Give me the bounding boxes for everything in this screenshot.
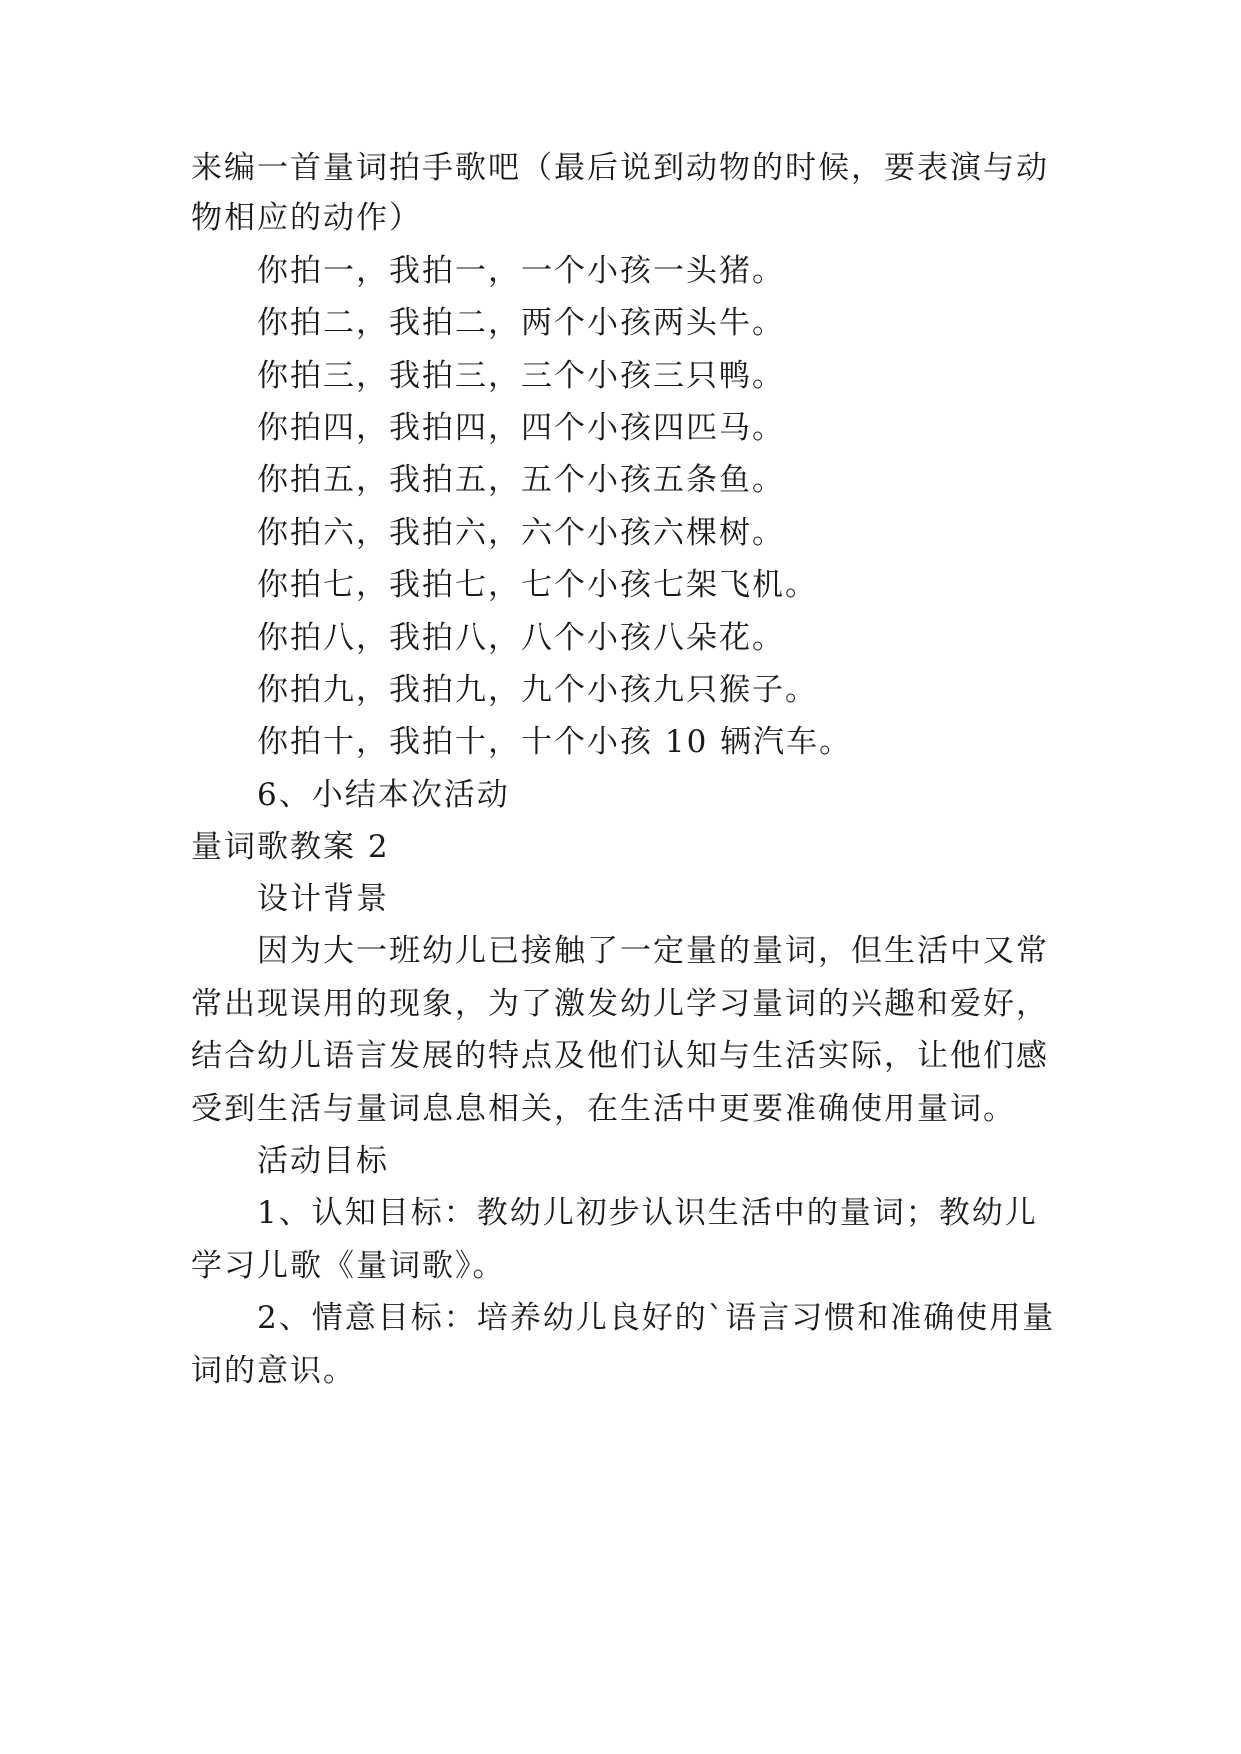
goal-line: 2、情意目标：培养幼儿良好的`语言习惯和准确使用量 [257,1300,1056,1336]
paragraph-line: 常出现误用的现象，为了激发幼儿学习量词的兴趣和爱好， [191,986,1049,1022]
chant-line: 你拍七，我拍七，七个小孩七架飞机。 [257,567,818,603]
goal-line: 1、认知目标：教幼儿初步认识生活中的量词；教幼儿 [257,1195,1038,1231]
paragraph-line: 因为大一班幼儿已接触了一定量的量词，但生活中又常 [257,933,1049,969]
intro-line: 物相应的动作） [191,200,422,236]
chant-line: 你拍十，我拍十，十个小孩 10 辆汽车。 [257,724,853,760]
chant-line: 你拍二，我拍二，两个小孩两头牛。 [257,305,785,341]
chant-line: 你拍三，我拍三，三个小孩三只鸭。 [257,358,785,394]
chant-line: 你拍四，我拍四，四个小孩四匹马。 [257,410,785,446]
paragraph-line: 结合幼儿语言发展的特点及他们认知与生活实际，让他们感 [191,1038,1049,1074]
goal-line: 词的意识。 [191,1353,356,1389]
chant-line: 你拍九，我拍九，九个小孩九只猴子。 [257,672,818,708]
subheading: 设计背景 [257,881,389,917]
chant-line: 你拍六，我拍六，六个小孩六棵树。 [257,515,785,551]
chant-line: 你拍一，我拍一，一个小孩一头猪。 [257,253,785,289]
paragraph-line: 受到生活与量词息息相关，在生活中更要准确使用量词。 [191,1091,1016,1127]
step-item: 6、小结本次活动 [257,777,510,813]
intro-line: 来编一首量词拍手歌吧（最后说到动物的时候，要表演与动 [191,150,1049,186]
section-title: 量词歌教案 2 [191,829,390,865]
chant-line: 你拍八，我拍八，八个小孩八朵花。 [257,620,785,656]
goal-line: 学习儿歌《量词歌》。 [191,1248,506,1284]
subheading: 活动目标 [257,1143,389,1179]
chant-line: 你拍五，我拍五，五个小孩五条鱼。 [257,462,785,498]
